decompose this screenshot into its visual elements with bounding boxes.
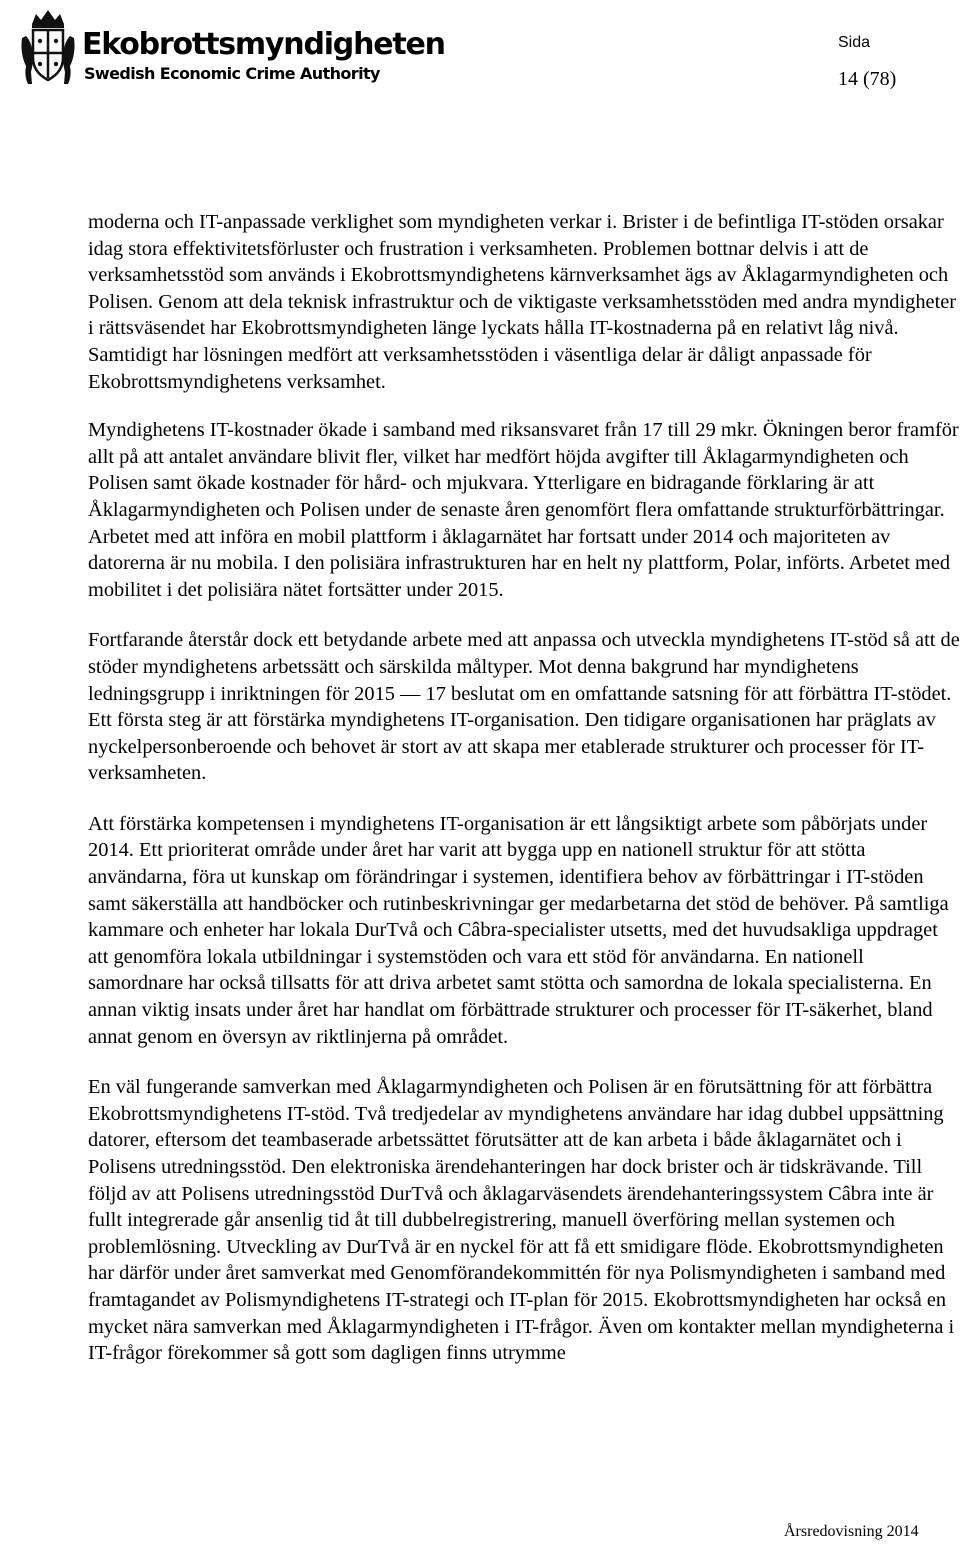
paragraph: Myndighetens IT-kostnader ökade i samband med riksansvaret från 17 till 29 mkr. Ökningen beror framför allt på att antalet användare blivit fler, vilket har medfört höjda avgifter till Åklagarmyndigheten och Polisen samt ökade kostnader för hård- och mjukvara. Ytterligare en bidragande förklaring är att Åklagarmyndigheten och Polisen under de senaste åren genomfört flera omfattande strukturförbättringar. Arbetet med att införa en mobil plattform i åklagarnätet har fortsatt under 2014 och majoriteten av datorerna är nu mobila. I den polisiära infrastrukturen har en helt ny plattform, Polar, införts. Arbetet med mobilitet i det polisiära nätet fortsätter under 2015. (88, 419, 959, 601)
coat-of-arms-icon (18, 6, 78, 88)
paragraph: Fortfarande återstår dock ett betydande arbete med att anpassa och utveckla myndighetens IT-stöd så att de stöder myndighetens arbetssätt och särskilda måltyper. Mot denna bakgrund har myndighetens ledningsgrupp i inriktningen för 2015 — 17 beslutat om en omfattande satsning för att förbättra IT-stödet. Ett första steg är att förstärka myndighetens IT-organisation. Den tidigare organisationen har präglats av nyckelpersonberoende och behovet är stort av att skapa mer etablerade strukturer och processer för IT-verksamheten. (88, 629, 960, 785)
paragraph: moderna och IT-anpassade verklighet som myndigheten verkar i. Brister i de befintliga IT-stöden orsakar idag stora effektivitetsförluster och frustration i verksamheten. Problemen bottnar delvis i att de verksamhetsstöd som används i Ekobrottsmyndighetens kärnverksamhet ägs av Åklagarmyndigheten och Polisen. Genom att dela teknisk infrastruktur och de viktigaste verksamhetsstöden med andra myndigheter i rättsväsendet har Ekobrottsmyndigheten länge lyckats hålla IT-kostnaderna på en relativt låg nivå. Samtidigt har lösningen medfört att verksamhetsstöden i väsentliga delar är dåligt anpassade för Ekobrottsmyndighetens verksamhet. (88, 211, 957, 393)
paragraph: En väl fungerande samverkan med Åklagarmyndigheten och Polisen är en förutsättning för att förbättra Ekobrottsmyndighetens IT-stöd. Två tredjedelar av myndighetens användare har idag dubbel uppsättning datorer, eftersom det teambaserade arbetssättet förutsätter att de kan arbeta i både åklagarnätet och i Polisens utredningsstöd. Den elektroniska ärendehanteringen har dock brister och är tidskrävande. Till följd av att Polisens utredningsstöd DurTvå och åklagarväsendets ärendehanteringssystem Câbra inte är fullt integrerade går ansenlig tid åt till dubbelregistrering, manuell överföring mellan systemen och problemlösning. Utveckling av DurTvå är en nyckel för att få ett smidigare flöde. Ekobrottsmyndigheten har därför under året samverkat med Genomförandekommittén för nya Polismyndigheten i samband med framtagandet av Polismyndighetens IT-strategi och IT-plan för 2015. Ekobrottsmyndigheten har också en mycket nära samverkan med Åklagarmyndigheten i IT-frågor. Även om kontakter mellan myndigheterna i IT-frågor förekommer så gott som dagligen finns utrymme (88, 1076, 955, 1365)
logo-name: Ekobrottsmyndigheten (82, 27, 445, 62)
footer-report-title: Årsredovisning 2014 (784, 1523, 919, 1540)
authority-logo (18, 6, 445, 88)
page-number: 14 (78) (838, 68, 897, 90)
paragraph: Att förstärka kompetensen i myndighetens IT-organisation är ett långsiktigt arbete som påbörjats under 2014. Ett prioriterat område under året har varit att bygga upp en nationell struktur för att stötta användarna, föra ut kunskap om förändringar i systemen, identifiera behov av förbättringar i IT-stöden samt säkerställa att handböcker och rutinbeskrivningar ger medarbetarna det stöd de behöver. På samtliga kammare och enheter har lokala DurTvå och Câbra-specialister utsetts, med det huvudsakliga uppdraget att genomföra lokala utbildningar i systemstöden och vara ett stöd för användarna. En nationell samordnare har också tillsatts för att driva arbetet samt stötta och samordna de lokala specialisterna. En annan viktig insats under året har handlat om förbättrade strukturer och processer för IT-säkerhet, bland annat genom en översyn av riktlinjerna på området. (88, 812, 949, 1048)
body-text (88, 209, 960, 1391)
page-label: Sida (838, 34, 871, 51)
logo-subtitle: Swedish Economic Crime Authority (84, 64, 380, 83)
